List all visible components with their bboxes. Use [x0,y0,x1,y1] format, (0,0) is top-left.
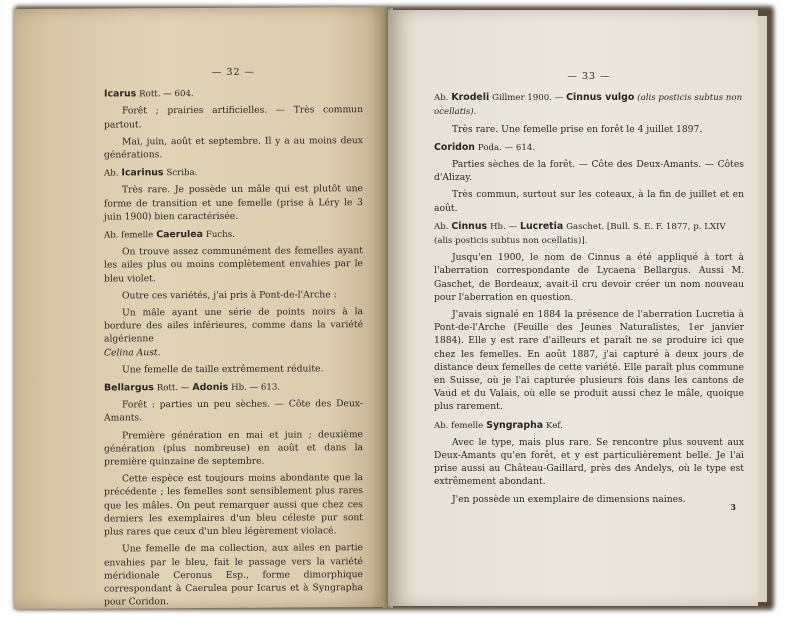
taxon-name: Krodeli [451,92,490,104]
taxon-synonym: Cinnus vulgo [566,92,635,104]
entry-prefix: Ab. [434,93,449,104]
page-number: — 32 — [211,66,256,78]
entry-heading [434,419,744,433]
paragraph: Jusqu'en 1900, le nom de Cinnus a été appliqué à tort à l'aberration correspondante de Lycaena Bellargus. Aussi M. Gaschet, de Bordeaux, avait-il cru devoir créer un nom nouveau pour l'aberration en question. [434,252,744,303]
paragraph: Un mâle ayant une série de points noirs à la bordure des ailes inférieures, comme dans la variété algérienne [104,306,363,345]
taxon-name: Icarinus [121,167,164,179]
taxon-author: Rott. — 604. [139,89,194,100]
paragraph: J'en possède un exemplaire de dimensions naines. [452,493,686,505]
paragraph: Une femelle de taille extrêmement réduite. [122,363,324,376]
page-number: — 33 — [567,71,611,82]
paragraph: Outre ces variétés, j'ai pris à Pont-de-l'Arche : [122,289,337,302]
entry-heading [434,220,744,248]
entry-heading [104,380,363,396]
entry-prefix: Ab. femelle [434,420,484,431]
entry-heading [104,227,363,243]
entry-prefix: Ab. femelle [104,230,154,241]
taxon-author: Hb. — 613. [231,382,281,393]
paragraph: On trouve assez communément des femelles ayant les ailes plus ou moins complètement envahies par le bleu violet. [104,245,363,285]
taxon-name: Icarus [104,88,137,100]
paragraph: Très commun, surtout sur les coteaux, à la fin de juillet et en août. [434,189,744,214]
paragraph: Celina Aust. [104,346,161,359]
taxon-name: Cinnus [451,220,488,232]
entry-prefix: Ab. [434,221,449,232]
paragraph: Mai, juin, août et septembre. Il y a au moins deux générations. [104,134,363,161]
entry-heading [434,91,744,119]
paragraph: Très rare. Je possède un mâle qui est plutôt une forme de transition et une femelle (prise à Léry le 3 juin 1900) bien caractérisée. [104,183,363,223]
paragraph: Avec le type, mais plus rare. Se rencontre plus souvent aux Deux-Amants qu'en forêt, et y est particulièrement belle. Je l'ai prise aussi au Château-Gaillard, près des Andelys, où le type est extrêmement abondant. [434,436,744,488]
entry-heading [104,165,363,181]
right-page [388,10,758,606]
paragraph: Forêt : parties un peu sèches. — Côte des Deux-Amants. [104,398,363,424]
entry-heading [104,86,363,102]
taxon-author: Gillmer 1900. — [492,93,564,104]
taxon-author: Hb. — [490,221,518,232]
paragraph: Cette espèce est toujours moins abondante que la précédente ; les femelles sont sensiblement plus rares que les mâles. On peut remarquer aussi que chez ces derniers les exemplaires d'un bleu céleste pur sont plus rares que ceux d'un bleu légèrement violacé. [104,472,363,538]
taxon-synonym: Lucretia [519,220,564,232]
left-page [14,7,387,609]
taxon-name: Coridon [434,141,475,153]
taxon-author: Fuchs. [205,229,235,241]
paragraph: Première génération en mai et juin ; deuxième génération (plus nombreuse) en août et dans la première quinzaine de septembre. [104,428,363,468]
taxon-name: Syngrapha [486,419,544,431]
taxon-author: Poda. — 614. [477,142,536,153]
entry-prefix: Ab. [104,168,119,179]
paragraph: Forêt ; prairies artificielles. — Très commun partout. [104,104,363,131]
paragraph: Parties sèches de la forêt. — Côte des Deux-Amants. — Côtes d'Alizay. [434,159,744,184]
taxon-synonym: Adonis [192,381,229,394]
signature-mark: 3 [730,501,736,512]
taxon-author: (alis posticis subtus non ocellatis). [434,93,743,118]
taxon-author: Kef. [546,420,563,431]
paragraph: J'avais signalé en 1884 la présence de l'aberration Lucretia à Pont-de-l'Arche (Feuille des Jeunes Naturalistes, 1er janvier 1884). Elle y est rare d'ailleurs et paraît ne se produire ici que chez les femelles. En août 1887, j'ai capturé à deux jours de distance deux femelles de cette variété. Elle paraît plus commune en Suisse, où je l'ai capturée plusieurs fois dans les cantons de Vaud et du Valais, où elle se produit aussi chez le mâle, quoique plus rarement. [434,309,744,413]
taxon-author: Gaschet. [Bull. S. E. F. 1877, p. LXIV (alis posticis subtus non ocellatis)]. [434,221,726,247]
taxon-author: Scriba. [166,168,198,179]
taxon-author: Rott. — [156,383,190,394]
paragraph: Une femelle de ma collection, aux ailes en partie envahies par le bleu, fait le passage vers la variété méridionale Ceronus Esp., forme dimorphique correspondant à Caerulea pour Icarus et à Syngrapha pour Coridon. [104,542,363,608]
paragraph: Très rare. Une femelle prise en forêt le 4 juillet 1897. [452,123,703,135]
taxon-name: Caerulea [156,229,203,241]
taxon-name: Bellargus [104,382,154,394]
entry-heading [434,141,744,155]
